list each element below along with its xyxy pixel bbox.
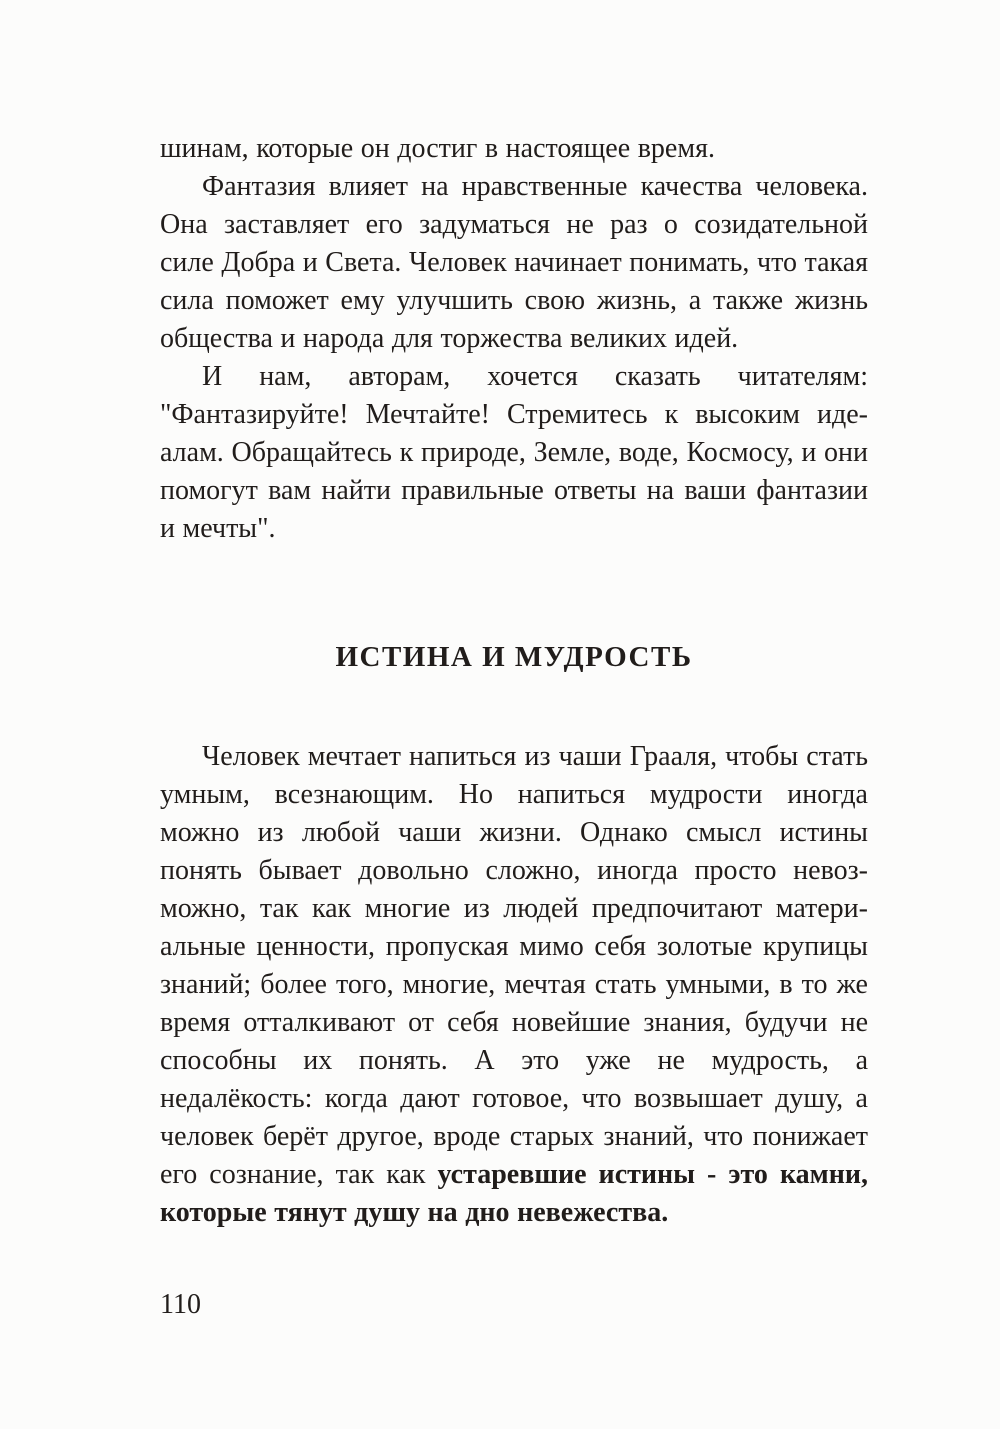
paragraph: И нам, авторам, хочется сказать читателям: "Фантазируйте! Мечтайте! Стремитесь к высоким идеалам. Обращайтесь к природе, Земле, воде, Космосу, и они помогут вам найти правильные ответы на ваши фантазии и мечты".: [160, 361, 868, 544]
paragraph-text: Человек мечтает напиться из чаши Грааля, чтобы стать умным, всезнающим. Но напиться мудрости иногда можно из любой чаши жизни. Однако смысл истины понять бывает довольно сложно, иногда просто невозможно, так как многие из людей предпочитают материальные ценности, пропуская мимо себя золотые крупицы знаний; более того, многие, мечтая стать умными, в то же время отталкивают от себя новейшие знания, будучи не способны их понять. А это уже не мудрость, а недалёкость: когда дают готовое, что возвышает душу, а человек берёт другое, вроде старых знаний, что понижает его сознание, так как: [160, 741, 868, 1190]
paragraph: [160, 738, 868, 1232]
paragraph: Фантазия влияет на нравственные качества человека. Она заставляет его задуматься не раз о созидательной силе Добра и Света. Человек начинает понимать, что такая сила поможет ему улучшить свою жизнь, а также жизнь общества и народа для торжества великих идей.: [160, 171, 868, 354]
paragraph-bold-text: устаревшие истины - это камни, которые тянут душу на дно невежества.: [160, 1159, 868, 1228]
paragraph-continuation: шинам, которые он достиг в настоящее время.: [160, 133, 715, 164]
section-heading: ИСТИНА И МУДРОСТЬ: [335, 641, 693, 673]
page-number: 110: [160, 1289, 201, 1320]
page-body: [160, 130, 868, 1232]
